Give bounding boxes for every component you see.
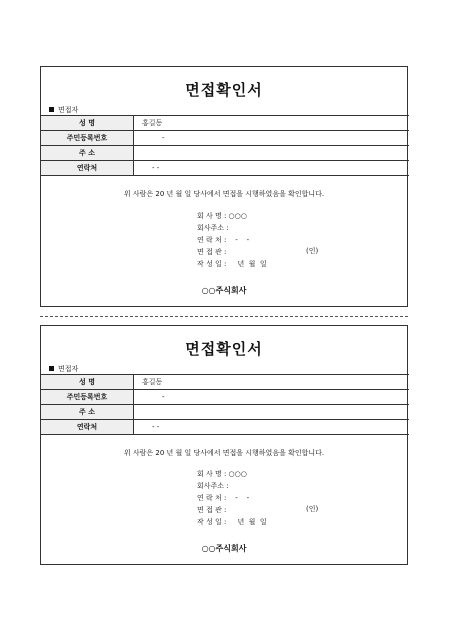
form-title: 면접확인서 — [185, 81, 263, 99]
table-row — [41, 405, 409, 420]
company-fields — [197, 210, 267, 270]
confirmation-statement: 위 사람은 20 년 월 일 당사에서 면접을 시행하였음을 확인합니다. — [123, 449, 325, 457]
section-label: 면접자 — [58, 365, 79, 373]
table-row — [41, 116, 409, 131]
square-bullet-icon — [49, 366, 54, 371]
square-bullet-icon — [49, 107, 54, 112]
row-label-name: 성 명 — [41, 116, 134, 131]
field-interviewer: 면 접 관 : — [197, 506, 227, 514]
seal-mark: (인) — [306, 247, 319, 255]
confirmation-form-2 — [40, 325, 408, 565]
table-row — [41, 131, 409, 146]
table-row — [41, 375, 409, 390]
row-value-name: 홍길동 — [134, 375, 410, 390]
row-value-resident-id: - — [134, 390, 410, 405]
field-company-name: 회 사 명 : ○○○ — [197, 212, 247, 220]
row-label-contact: 연락처 — [41, 420, 134, 435]
field-contact: 연 락 처 : - - — [197, 494, 250, 502]
interviewee-table — [41, 115, 409, 176]
section-label: 면접자 — [58, 106, 79, 114]
table-row — [41, 420, 409, 435]
interviewee-table — [41, 374, 409, 435]
field-contact: 연 락 처 : - - — [197, 236, 250, 244]
row-value-resident-id: - — [134, 131, 410, 146]
row-label-name: 성 명 — [41, 375, 134, 390]
confirmation-statement: 위 사람은 20 년 월 일 당사에서 면접을 시행하였음을 확인합니다. — [123, 190, 325, 198]
table-row — [41, 161, 409, 176]
field-date: 작 성 일 : 년 월 일 — [197, 260, 267, 268]
field-company-address: 회사주소 : — [197, 482, 229, 490]
row-value-contact: - - — [134, 420, 410, 435]
row-value-address — [134, 405, 410, 420]
confirmation-form-1 — [40, 66, 408, 307]
row-value-name: 홍길동 — [134, 116, 410, 131]
row-label-contact: 연락처 — [41, 161, 134, 176]
row-value-contact: - - — [134, 161, 410, 176]
row-label-resident-id: 주민등록번호 — [41, 390, 134, 405]
company-name: ○○주식회사 — [201, 544, 247, 553]
section-heading — [49, 364, 78, 374]
company-fields — [197, 468, 267, 528]
row-value-address — [134, 146, 410, 161]
table-row — [41, 390, 409, 405]
row-label-address: 주 소 — [41, 405, 134, 420]
field-interviewer: 면 접 관 : — [197, 248, 227, 256]
section-heading — [49, 105, 78, 115]
row-label-resident-id: 주민등록번호 — [41, 131, 134, 146]
table-row — [41, 146, 409, 161]
field-company-name: 회 사 명 : ○○○ — [197, 470, 247, 478]
cut-line — [40, 316, 408, 317]
row-label-address: 주 소 — [41, 146, 134, 161]
seal-mark: (인) — [306, 505, 319, 513]
field-company-address: 회사주소 : — [197, 224, 229, 232]
form-title: 면접확인서 — [185, 340, 263, 358]
field-date: 작 성 일 : 년 월 일 — [197, 518, 267, 526]
company-name: ○○주식회사 — [201, 286, 247, 295]
